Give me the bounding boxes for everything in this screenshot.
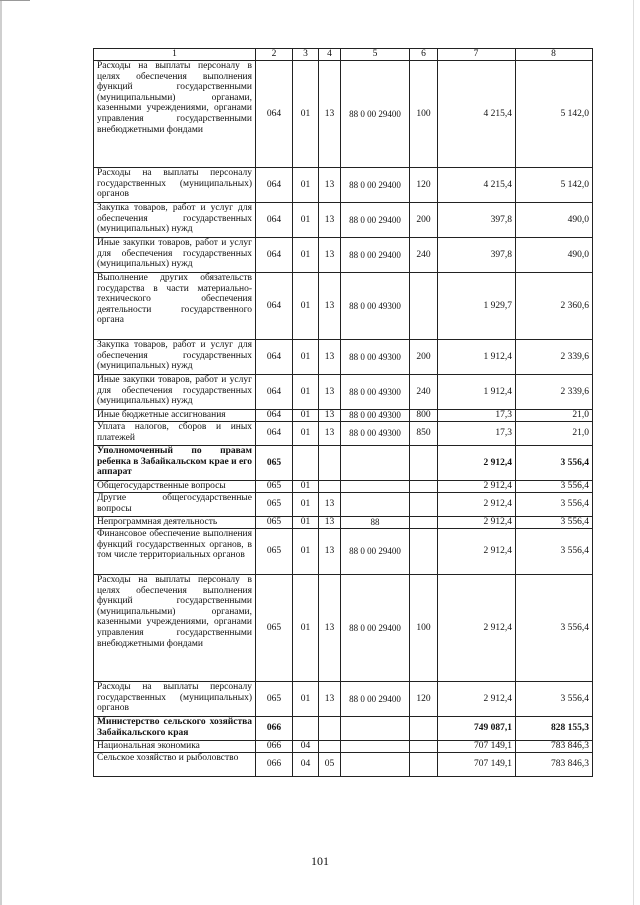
row-name-cell: Национальная экономика [94, 741, 256, 753]
row-c8-cell: 2 339,6 [516, 375, 593, 410]
row-c8-cell: 5 142,0 [516, 168, 593, 203]
table-row [94, 682, 593, 717]
row-c6-cell: 800 [410, 410, 438, 422]
row-c8-cell: 3 556,4 [516, 481, 593, 493]
row-c5-cell: 88 0 00 29400 [341, 203, 410, 238]
row-c6-cell: 240 [410, 375, 438, 410]
header-cell: 2 [256, 49, 293, 61]
row-name-cell: Иные бюджетные ассигнования [94, 410, 256, 422]
row-c5-cell [341, 481, 410, 493]
row-c3-cell: 01 [293, 410, 319, 422]
row-c7-cell: 17,3 [438, 410, 516, 422]
row-c7-cell: 2 912,4 [438, 481, 516, 493]
table-row [94, 741, 593, 753]
row-name-cell: Выполнение других обязательств государства в части материально-технического обеспечения деятельности государственного органа [94, 273, 256, 340]
row-c5-cell: 88 0 00 49300 [341, 422, 410, 446]
row-name-cell: Непрограммная деятельность [94, 517, 256, 529]
row-c4-cell: 13 [319, 238, 341, 273]
row-c4-cell [319, 446, 341, 481]
row-c2-cell: 064 [256, 168, 293, 203]
row-name-cell: Финансовое обеспечение выполнения функций государственных органов, в том числе территориальных органов [94, 529, 256, 575]
row-c6-cell: 200 [410, 203, 438, 238]
row-c5-cell [341, 717, 410, 741]
table-body [94, 49, 593, 777]
row-c2-cell: 064 [256, 340, 293, 375]
row-c2-cell: 065 [256, 517, 293, 529]
row-c7-cell: 2 912,4 [438, 575, 516, 682]
row-c5-cell: 88 0 00 29400 [341, 168, 410, 203]
row-c2-cell: 065 [256, 481, 293, 493]
row-c7-cell: 4 215,4 [438, 168, 516, 203]
row-c4-cell: 13 [319, 273, 341, 340]
row-c8-cell: 3 556,4 [516, 529, 593, 575]
row-c8-cell: 783 846,3 [516, 741, 593, 753]
header-cell: 7 [438, 49, 516, 61]
row-c6-cell [410, 517, 438, 529]
row-c6-cell [410, 529, 438, 575]
row-c6-cell [410, 741, 438, 753]
row-c4-cell [319, 741, 341, 753]
row-c8-cell: 3 556,4 [516, 575, 593, 682]
row-c4-cell: 13 [319, 529, 341, 575]
row-c4-cell [319, 717, 341, 741]
table-row [94, 203, 593, 238]
row-c6-cell: 850 [410, 422, 438, 446]
row-c2-cell: 066 [256, 717, 293, 741]
row-c8-cell: 783 846,3 [516, 753, 593, 777]
row-name-cell: Министерство сельского хозяйства Забайкальского края [94, 717, 256, 741]
row-name-cell: Расходы на выплаты персоналу в целях обеспечения выполнения функций государственными (муниципальными) органами, казенными учреждениями, органами управления государственными внебюджетными фондами [94, 61, 256, 168]
row-c3-cell [293, 446, 319, 481]
row-c4-cell: 13 [319, 375, 341, 410]
table-row [94, 446, 593, 481]
page-number: 101 [311, 854, 329, 868]
header-cell: 6 [410, 49, 438, 61]
row-c6-cell: 240 [410, 238, 438, 273]
row-c5-cell: 88 0 00 29400 [341, 529, 410, 575]
row-c8-cell: 3 556,4 [516, 682, 593, 717]
table-row [94, 575, 593, 682]
row-name-cell: Расходы на выплаты персоналу в целях обеспечения выполнения функций государственными (муниципальными) органами, казенными учреждениями, органами управления государственными внебюджетными фондами [94, 575, 256, 682]
header-cell: 1 [94, 49, 256, 61]
row-c3-cell: 01 [293, 168, 319, 203]
row-c5-cell [341, 741, 410, 753]
table-row [94, 517, 593, 529]
row-c6-cell [410, 481, 438, 493]
table-row [94, 61, 593, 168]
row-c7-cell: 749 087,1 [438, 717, 516, 741]
row-name-cell: Другие общегосударственные вопросы [94, 493, 256, 517]
row-c3-cell: 01 [293, 238, 319, 273]
row-c4-cell: 13 [319, 422, 341, 446]
row-c4-cell: 13 [319, 340, 341, 375]
row-c6-cell [410, 446, 438, 481]
row-name-cell: Уплата налогов, сборов и иных платежей [94, 422, 256, 446]
row-c5-cell: 88 0 00 49300 [341, 273, 410, 340]
row-c7-cell: 2 912,4 [438, 682, 516, 717]
row-c7-cell: 1 912,4 [438, 375, 516, 410]
row-c2-cell: 065 [256, 529, 293, 575]
row-c4-cell: 13 [319, 493, 341, 517]
row-c2-cell: 064 [256, 410, 293, 422]
row-c5-cell: 88 0 00 49300 [341, 340, 410, 375]
row-c4-cell [319, 481, 341, 493]
row-c4-cell: 05 [319, 753, 341, 777]
scan-edge-left [0, 0, 2, 905]
row-name-cell: Сельское хозяйство и рыболовство [94, 753, 256, 777]
header-cell: 8 [516, 49, 593, 61]
row-c6-cell: 120 [410, 682, 438, 717]
row-c7-cell: 2 912,4 [438, 529, 516, 575]
row-c3-cell: 01 [293, 517, 319, 529]
scan-top-line [0, 0, 30, 1]
row-c8-cell: 5 142,0 [516, 61, 593, 168]
row-c6-cell: 100 [410, 575, 438, 682]
table-row [94, 340, 593, 375]
table-row [94, 493, 593, 517]
row-c3-cell: 04 [293, 753, 319, 777]
row-c5-cell: 88 [341, 517, 410, 529]
row-c7-cell: 17,3 [438, 422, 516, 446]
row-name-cell: Закупка товаров, работ и услуг для обеспечения государственных (муниципальных) нужд [94, 340, 256, 375]
row-c5-cell: 88 0 00 29400 [341, 575, 410, 682]
row-c4-cell: 13 [319, 682, 341, 717]
row-c5-cell: 88 0 00 49300 [341, 410, 410, 422]
row-c8-cell: 490,0 [516, 203, 593, 238]
table-row [94, 481, 593, 493]
row-c3-cell: 01 [293, 422, 319, 446]
row-c5-cell [341, 753, 410, 777]
row-c5-cell: 88 0 00 29400 [341, 61, 410, 168]
row-name-cell: Закупка товаров, работ и услуг для обеспечения государственных (муниципальных) нужд [94, 203, 256, 238]
row-c7-cell: 2 912,4 [438, 517, 516, 529]
row-c3-cell: 01 [293, 682, 319, 717]
row-c3-cell: 01 [293, 529, 319, 575]
table-row [94, 410, 593, 422]
row-c8-cell: 3 556,4 [516, 446, 593, 481]
row-name-cell: Уполномоченный по правам ребенка в Забайкальском крае и его аппарат [94, 446, 256, 481]
row-c7-cell: 707 149,1 [438, 741, 516, 753]
row-c2-cell: 064 [256, 61, 293, 168]
row-c2-cell: 064 [256, 273, 293, 340]
row-name-cell: Расходы на выплаты персоналу государственных (муниципальных) органов [94, 682, 256, 717]
row-c2-cell: 066 [256, 741, 293, 753]
table-row [94, 529, 593, 575]
row-c5-cell [341, 493, 410, 517]
row-c8-cell: 3 556,4 [516, 517, 593, 529]
row-c5-cell: 88 0 00 29400 [341, 682, 410, 717]
row-c7-cell: 707 149,1 [438, 753, 516, 777]
row-c3-cell: 04 [293, 741, 319, 753]
row-c8-cell: 3 556,4 [516, 493, 593, 517]
row-c4-cell: 13 [319, 168, 341, 203]
row-name-cell: Общегосударственные вопросы [94, 481, 256, 493]
row-c6-cell [410, 717, 438, 741]
row-c7-cell: 1 929,7 [438, 273, 516, 340]
budget-table [93, 48, 593, 777]
row-c7-cell: 2 912,4 [438, 446, 516, 481]
table-row [94, 375, 593, 410]
row-c6-cell [410, 493, 438, 517]
row-c8-cell: 490,0 [516, 238, 593, 273]
row-c7-cell: 397,8 [438, 203, 516, 238]
row-c7-cell: 1 912,4 [438, 340, 516, 375]
row-c6-cell: 200 [410, 340, 438, 375]
row-c2-cell: 065 [256, 493, 293, 517]
row-c3-cell: 01 [293, 61, 319, 168]
row-name-cell: Иные закупки товаров, работ и услуг для обеспечения государственных (муниципальных) нужд [94, 375, 256, 410]
row-c3-cell: 01 [293, 273, 319, 340]
row-name-cell: Иные закупки товаров, работ и услуг для обеспечения государственных (муниципальных) нужд [94, 238, 256, 273]
table-row [94, 238, 593, 273]
table-row [94, 273, 593, 340]
row-c2-cell: 064 [256, 422, 293, 446]
row-c5-cell: 88 0 00 29400 [341, 238, 410, 273]
table-row [94, 168, 593, 203]
header-cell: 5 [341, 49, 410, 61]
row-c3-cell: 01 [293, 481, 319, 493]
row-c8-cell: 21,0 [516, 410, 593, 422]
table-row [94, 422, 593, 446]
row-c4-cell: 13 [319, 410, 341, 422]
row-c8-cell: 2 339,6 [516, 340, 593, 375]
row-c2-cell: 064 [256, 203, 293, 238]
row-c3-cell: 01 [293, 375, 319, 410]
row-c7-cell: 397,8 [438, 238, 516, 273]
row-c2-cell: 066 [256, 753, 293, 777]
row-c3-cell: 01 [293, 493, 319, 517]
row-c4-cell: 13 [319, 203, 341, 238]
scan-edge-right [633, 0, 634, 905]
header-cell: 3 [293, 49, 319, 61]
table-header-row [94, 49, 593, 61]
row-c6-cell [410, 273, 438, 340]
row-c8-cell: 2 360,6 [516, 273, 593, 340]
row-c2-cell: 065 [256, 446, 293, 481]
row-name-cell: Расходы на выплаты персоналу государственных (муниципальных) органов [94, 168, 256, 203]
row-c3-cell: 01 [293, 575, 319, 682]
row-c2-cell: 065 [256, 682, 293, 717]
row-c4-cell: 13 [319, 61, 341, 168]
row-c4-cell: 13 [319, 575, 341, 682]
table-row [94, 717, 593, 741]
row-c6-cell [410, 753, 438, 777]
row-c5-cell [341, 446, 410, 481]
row-c2-cell: 064 [256, 238, 293, 273]
row-c3-cell: 01 [293, 340, 319, 375]
row-c3-cell [293, 717, 319, 741]
row-c6-cell: 100 [410, 61, 438, 168]
row-c2-cell: 064 [256, 375, 293, 410]
header-cell: 4 [319, 49, 341, 61]
row-c6-cell: 120 [410, 168, 438, 203]
row-c8-cell: 828 155,3 [516, 717, 593, 741]
row-c2-cell: 065 [256, 575, 293, 682]
table-row [94, 753, 593, 777]
row-c5-cell: 88 0 00 49300 [341, 375, 410, 410]
row-c4-cell: 13 [319, 517, 341, 529]
row-c7-cell: 2 912,4 [438, 493, 516, 517]
row-c7-cell: 4 215,4 [438, 61, 516, 168]
row-c8-cell: 21,0 [516, 422, 593, 446]
row-c3-cell: 01 [293, 203, 319, 238]
